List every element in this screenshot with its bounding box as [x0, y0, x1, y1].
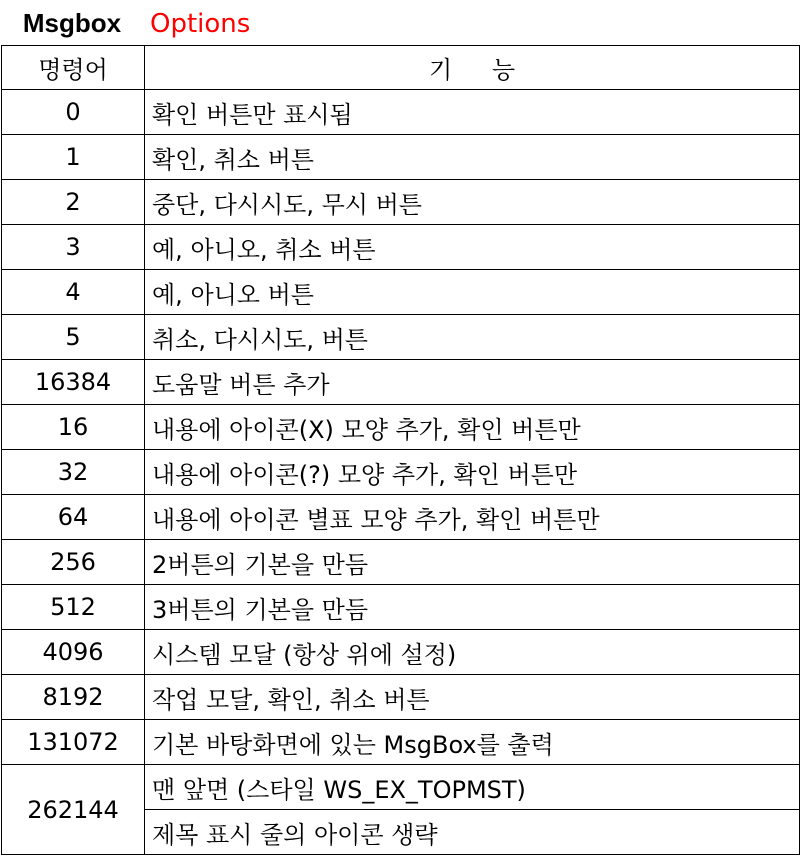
table-row — [2, 675, 800, 720]
option-description: 예, 아니오 버튼 — [145, 270, 800, 315]
option-description: 도움말 버튼 추가 — [145, 360, 800, 405]
table-row — [2, 90, 800, 135]
table-row — [2, 135, 800, 180]
option-description: 기본 바탕화면에 있는 MsgBox를 출력 — [145, 720, 800, 765]
title-row — [0, 0, 800, 45]
option-value: 64 — [2, 495, 145, 540]
option-description: 확인 버튼만 표시됨 — [145, 90, 800, 135]
option-value: 5 — [2, 315, 145, 360]
option-value: 256 — [2, 540, 145, 585]
option-description: 맨 앞면 (스타일 WS_EX_TOPMST) — [145, 765, 800, 810]
option-value: 16384 — [2, 360, 145, 405]
option-value: 3 — [2, 225, 145, 270]
option-description: 2버튼의 기본을 만듬 — [145, 540, 800, 585]
option-value: 32 — [2, 450, 145, 495]
option-description: 내용에 아이콘(?) 모양 추가, 확인 버튼만 — [145, 450, 800, 495]
table-row — [2, 585, 800, 630]
header-function-label: 기 능 — [429, 56, 515, 84]
option-value: 0 — [2, 90, 145, 135]
table-row — [2, 405, 800, 450]
header-command: 명령어 — [2, 46, 145, 90]
table-row — [2, 180, 800, 225]
option-value: 2 — [2, 180, 145, 225]
table-row — [2, 270, 800, 315]
option-description: 작업 모달, 확인, 취소 버튼 — [145, 675, 800, 720]
table-subtitle: Options — [150, 9, 251, 39]
option-description: 3버튼의 기본을 만듬 — [145, 585, 800, 630]
msgbox-options-table — [1, 45, 800, 855]
option-value: 4096 — [2, 630, 145, 675]
option-value: 16 — [2, 405, 145, 450]
option-value: 512 — [2, 585, 145, 630]
option-description: 예, 아니오, 취소 버튼 — [145, 225, 800, 270]
option-value: 4 — [2, 270, 145, 315]
option-description: 내용에 아이콘 별표 모양 추가, 확인 버튼만 — [145, 495, 800, 540]
table-row — [2, 720, 800, 765]
table-row — [2, 360, 800, 405]
table-row — [2, 225, 800, 270]
table-row — [2, 495, 800, 540]
table-row — [2, 630, 800, 675]
option-value: 131072 — [2, 720, 145, 765]
table-row — [2, 765, 800, 810]
header-function — [145, 46, 800, 90]
table-row — [2, 315, 800, 360]
table-row — [2, 450, 800, 495]
option-value: 262144 — [2, 765, 145, 855]
table-title: Msgbox — [22, 8, 122, 38]
option-description: 취소, 다시시도, 버튼 — [145, 315, 800, 360]
option-description: 중단, 다시시도, 무시 버튼 — [145, 180, 800, 225]
option-description: 내용에 아이콘(X) 모양 추가, 확인 버튼만 — [145, 405, 800, 450]
option-description: 확인, 취소 버튼 — [145, 135, 800, 180]
table-row — [2, 540, 800, 585]
option-description: 시스템 모달 (항상 위에 설정) — [145, 630, 800, 675]
option-value: 1 — [2, 135, 145, 180]
option-description: 제목 표시 줄의 아이콘 생략 — [145, 810, 800, 855]
option-value: 8192 — [2, 675, 145, 720]
header-row — [2, 46, 800, 90]
